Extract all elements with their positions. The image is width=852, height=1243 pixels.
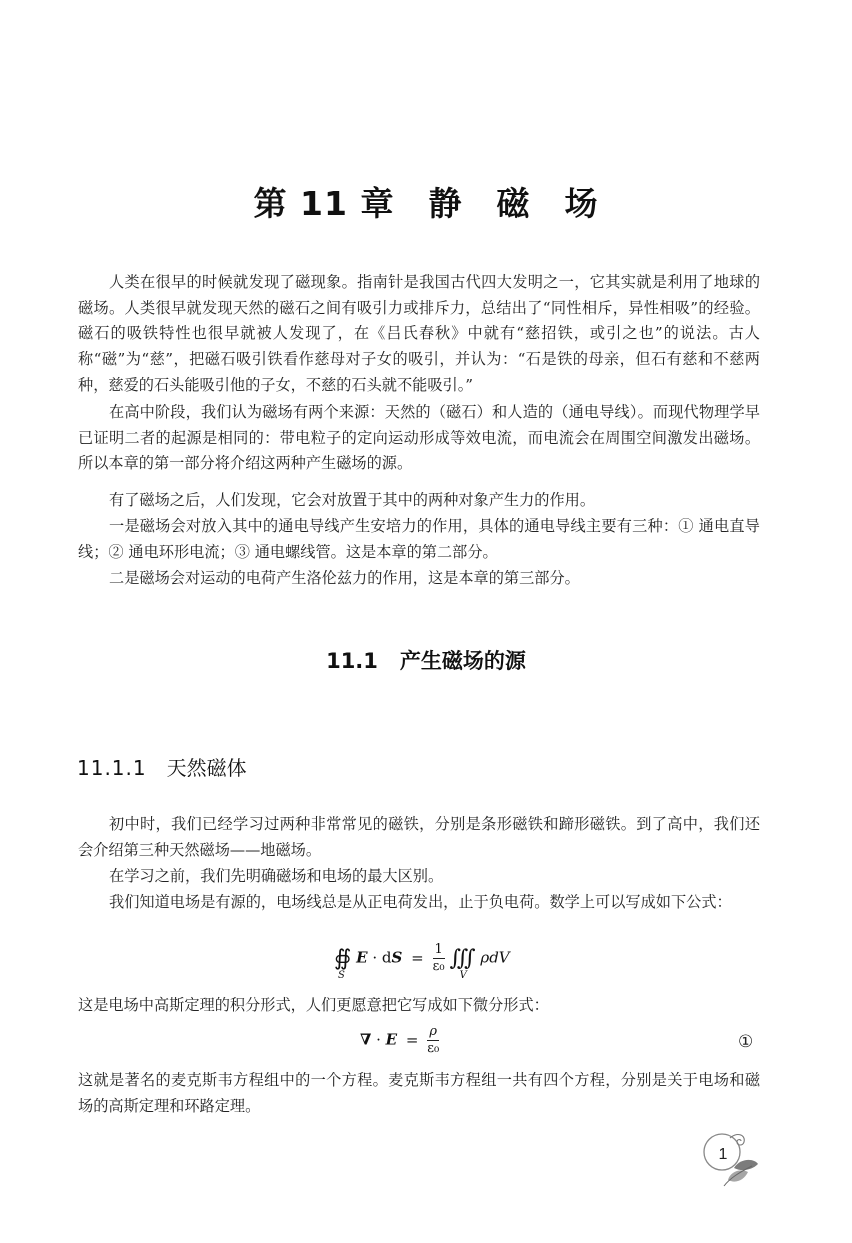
- nabla-operator: ∇: [360, 1030, 372, 1049]
- intro-paragraph: 在高中阶段，我们认为磁场有两个来源：天然的（磁石）和人造的（通电导线）。而现代物理学早已证明二者的起源是相同的：带电粒子的定向运动形成等效电流，而电流会在周围空间激发出磁场。所以本章的第一部分将介绍这两种产生磁场的源。: [78, 403, 760, 473]
- section-title: [0, 645, 852, 675]
- volume-subscript: V: [459, 970, 467, 981]
- body-paragraph: 这是电场中高斯定理的积分形式，人们更愿意把它写成如下微分形式：: [78, 996, 549, 1014]
- intro-paragraph: 有了磁场之后，人们发现，它会对放置于其中的两种对象产生力的作用。: [109, 491, 595, 509]
- fraction-denominator: ε₀: [432, 959, 445, 974]
- body-paragraph: 这就是著名的麦克斯韦方程组中的一个方程。麦克斯韦方程组一共有四个方程，分别是关于电场和磁场的高斯定理和环路定理。: [78, 1071, 760, 1115]
- fraction-numerator: ρ: [427, 1024, 439, 1041]
- field-symbol-E: E: [385, 1030, 398, 1049]
- body-paragraph: 我们知道电场是有源的，电场线总是从正电荷发出，止于负电荷。数学上可以写成如下公式：: [109, 893, 732, 911]
- equals-sign: =: [411, 948, 424, 967]
- charge-density-term: ρdV: [480, 948, 510, 967]
- subsection-title-text: 天然磁体: [166, 756, 247, 780]
- fraction-numerator: 1: [434, 942, 443, 957]
- chapter-number-label: 第 11 章: [253, 184, 395, 223]
- page-number: 1: [718, 1146, 728, 1163]
- subsection-title: [77, 752, 247, 781]
- page-number-badge-icon: [700, 1128, 760, 1190]
- chapter-title-char: 静: [428, 184, 463, 223]
- gauss-law-differential-formula: [360, 1024, 439, 1057]
- body-paragraph: 初中时，我们已经学习过两种非常常见的磁铁，分别是条形磁铁和蹄形磁铁。到了高中，我们还会介绍第三种天然磁场——地磁场。: [78, 815, 760, 859]
- dot-operator: ·: [372, 948, 378, 967]
- subsection-number: 11.1.1: [77, 756, 147, 780]
- body-paragraph: 在学习之前，我们先明确磁场和电场的最大区别。: [109, 867, 444, 885]
- section-number: 11.1: [326, 649, 378, 673]
- coefficient-fraction: [433, 942, 445, 975]
- chapter-title: [0, 178, 852, 225]
- gauss-law-integral-formula: [334, 942, 510, 981]
- fraction-denominator: ε₀: [427, 1041, 440, 1056]
- intro-paragraph: 二是磁场会对运动的电荷产生洛伦兹力的作用，这是本章的第三部分。: [109, 569, 580, 587]
- chapter-title-char: 场: [564, 184, 599, 223]
- area-vector-S: S: [391, 948, 403, 967]
- intro-paragraph: 一是磁场会对放入其中的通电导线产生安培力的作用，具体的通电导线主要有三种：① 通电直导线；② 通电环形电流；③ 通电螺线管。这是本章的第二部分。: [78, 517, 760, 561]
- dot-operator: ·: [376, 1030, 381, 1049]
- intro-paragraph: 人类在很早的时候就发现了磁现象。指南针是我国古代四大发明之一，它其实就是利用了地球的磁场。人类很早就发现天然的磁石之间有吸引力或排斥力，总结出了“同性相斥，异性相吸”的经验。磁石的吸铁特性也很早就被人发现了，在《吕氏春秋》中就有“慈招铁，或引之也”的说法。古人称“磁”为“慈”，把磁石吸引铁看作慈母对子女的吸引，并认为：“石是铁的母亲，但石有慈和不慈两种，慈爱的石头能吸引他的子女，不慈的石头就不能吸引。”: [78, 273, 760, 394]
- differential-d: d: [381, 948, 392, 967]
- equals-sign: =: [405, 1030, 419, 1049]
- section-title-text: 产生磁场的源: [399, 649, 526, 673]
- equation-number: ①: [738, 1032, 754, 1052]
- field-symbol-E: E: [356, 948, 368, 967]
- chapter-title-char: 磁: [496, 184, 531, 223]
- density-fraction: [427, 1024, 439, 1057]
- surface-subscript: S: [338, 970, 345, 981]
- volume-integral-symbol: ∭ V: [449, 946, 476, 981]
- surface-integral-symbol: ∯ S: [334, 946, 352, 981]
